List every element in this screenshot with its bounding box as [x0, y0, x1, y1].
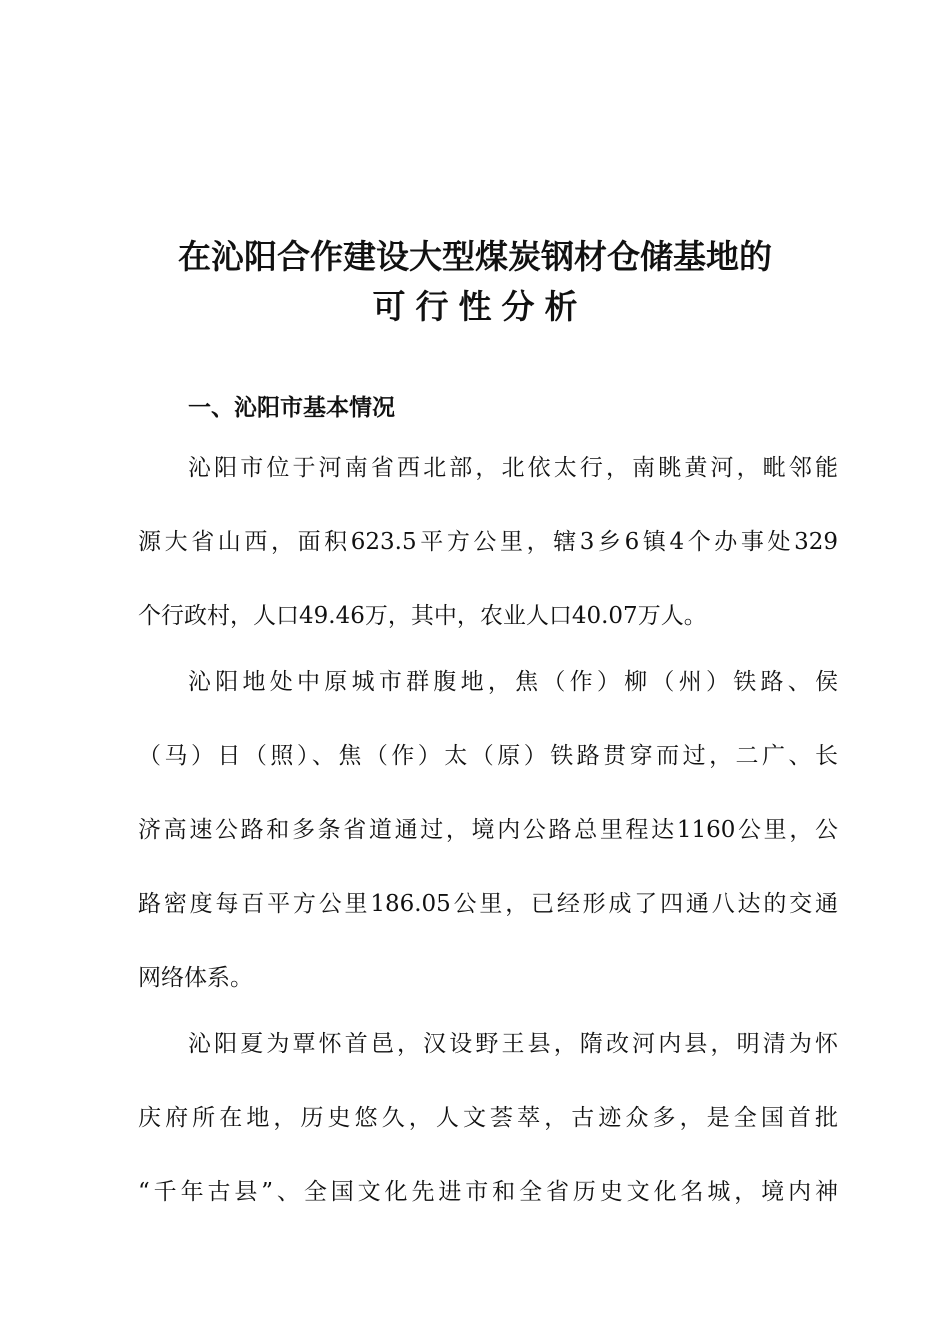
section-heading: 一、沁阳市基本情况 — [188, 395, 395, 421]
paragraph-2-line-1: 沁阳地处中原城市群腹地，焦（作）柳（州）铁路、侯 — [188, 669, 838, 695]
paragraph-1-line-3: 个行政村，人口49.46万，其中，农业人口40.07万人。 — [138, 603, 707, 629]
paragraph-2-line-4: 路密度每百平方公里186.05公里，已经形成了四通八达的交通 — [138, 891, 838, 917]
document-title-line-2: 可行性分析 — [372, 287, 588, 326]
document-title-line-1: 在沁阳合作建设大型煤炭钢材仓储基地的 — [178, 237, 772, 276]
paragraph-3-line-1: 沁阳夏为覃怀首邑，汉设野王县，隋改河内县，明清为怀 — [188, 1031, 838, 1057]
paragraph-2-line-2: （马）日（照）、焦（作）太（原）铁路贯穿而过，二广、长 — [138, 743, 838, 769]
paragraph-3-line-2: 庆府所在地，历史悠久，人文荟萃，古迹众多，是全国首批 — [138, 1105, 838, 1131]
paragraph-2-line-5: 网络体系。 — [138, 965, 253, 991]
paragraph-2-line-3: 济高速公路和多条省道通过，境内公路总里程达1160公里，公 — [138, 817, 838, 843]
paragraph-3-line-3: “千年古县”、全国文化先进市和全省历史文化名城，境内神 — [138, 1179, 838, 1205]
paragraph-1-line-1: 沁阳市位于河南省西北部，北依太行，南眺黄河，毗邻能 — [188, 455, 838, 481]
paragraph-1-line-2: 源大省山西，面积623.5平方公里，辖3乡6镇4个办事处329 — [138, 529, 838, 555]
